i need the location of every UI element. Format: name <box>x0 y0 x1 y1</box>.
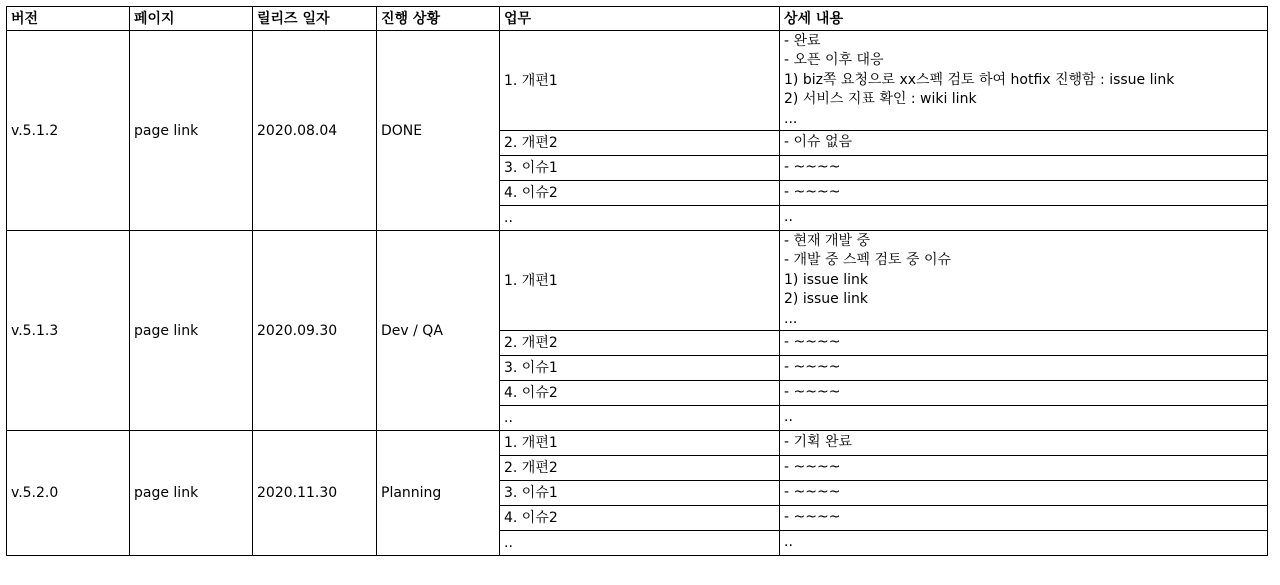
status-cell: Planning <box>377 431 500 556</box>
detail-cell <box>780 531 1268 556</box>
task-cell: 4. 이슈2 <box>500 181 780 206</box>
detail-cell <box>780 156 1268 181</box>
detail-line: - 개발 중 스펙 검토 중 이슈 <box>784 252 951 269</box>
task-cell: 4. 이슈2 <box>500 506 780 531</box>
release-date-cell: 2020.08.04 <box>253 31 377 231</box>
status-cell: Dev / QA <box>377 231 500 431</box>
detail-line: - ~~~~ <box>784 334 841 351</box>
status-cell: DONE <box>377 31 500 231</box>
detail-cell <box>780 131 1268 156</box>
task-cell: 3. 이슈1 <box>500 356 780 381</box>
detail-cell <box>780 331 1268 356</box>
page-link[interactable]: page link <box>130 231 253 431</box>
detail-line: - 기획 완료 <box>784 434 853 451</box>
detail-line: - ~~~~ <box>784 459 841 476</box>
header-task: 업무 <box>500 7 780 31</box>
table-row <box>7 431 1268 456</box>
detail-line: 1) issue link <box>784 271 868 288</box>
version-cell: v.5.2.0 <box>7 431 130 556</box>
detail-cell <box>780 231 1268 331</box>
detail-line: - 이슈 없음 <box>784 134 853 151</box>
detail-line: - ~~~~ <box>784 484 841 501</box>
task-cell: .. <box>500 206 780 231</box>
task-cell: 1. 개편1 <box>500 431 780 456</box>
release-date-cell: 2020.09.30 <box>253 231 377 431</box>
task-cell: 3. 이슈1 <box>500 156 780 181</box>
detail-line: ... <box>784 310 798 327</box>
header-version: 버전 <box>7 7 130 31</box>
detail-line: 2) issue link <box>784 291 868 308</box>
page-link[interactable]: page link <box>130 31 253 231</box>
detail-cell <box>780 31 1268 131</box>
header-row <box>7 7 1268 31</box>
page-link[interactable]: page link <box>130 431 253 556</box>
header-detail: 상세 내용 <box>780 7 1268 31</box>
detail-cell <box>780 406 1268 431</box>
detail-line: .. <box>784 534 793 551</box>
task-cell: 2. 개편2 <box>500 331 780 356</box>
task-cell: 3. 이슈1 <box>500 481 780 506</box>
header-status: 진행 상황 <box>377 7 500 31</box>
detail-line: 1) biz쪽 요청으로 xx스펙 검토 하여 hotfix 진행함 : issue link <box>784 71 1175 88</box>
version-cell: v.5.1.3 <box>7 231 130 431</box>
detail-cell <box>780 456 1268 481</box>
detail-line: .. <box>784 409 793 426</box>
detail-cell <box>780 431 1268 456</box>
header-page: 페이지 <box>130 7 253 31</box>
detail-cell <box>780 481 1268 506</box>
detail-cell <box>780 381 1268 406</box>
version-cell: v.5.1.2 <box>7 31 130 231</box>
detail-line: - 완료 <box>784 32 821 49</box>
release-date-cell: 2020.11.30 <box>253 431 377 556</box>
table-row <box>7 31 1268 131</box>
detail-line: - ~~~~ <box>784 509 841 526</box>
detail-cell <box>780 206 1268 231</box>
detail-line: - ~~~~ <box>784 184 841 201</box>
task-cell: 1. 개편1 <box>500 231 780 331</box>
detail-cell <box>780 181 1268 206</box>
detail-line: ... <box>784 110 798 127</box>
table-row <box>7 231 1268 331</box>
detail-line: - ~~~~ <box>784 384 841 401</box>
task-cell: 2. 개편2 <box>500 456 780 481</box>
detail-line: 2) 서비스 지표 확인 : wiki link <box>784 91 977 108</box>
detail-line: - 현재 개발 중 <box>784 232 871 249</box>
detail-line: - 오픈 이후 대응 <box>784 52 884 69</box>
table-body <box>7 31 1268 556</box>
release-table <box>6 6 1268 556</box>
task-cell: 4. 이슈2 <box>500 381 780 406</box>
detail-line: - ~~~~ <box>784 159 841 176</box>
detail-cell <box>780 356 1268 381</box>
header-release-date: 릴리즈 일자 <box>253 7 377 31</box>
detail-line: - ~~~~ <box>784 359 841 376</box>
detail-line: .. <box>784 209 793 226</box>
detail-cell <box>780 506 1268 531</box>
task-cell: 1. 개편1 <box>500 31 780 131</box>
task-cell: .. <box>500 406 780 431</box>
task-cell: 2. 개편2 <box>500 131 780 156</box>
task-cell: .. <box>500 531 780 556</box>
